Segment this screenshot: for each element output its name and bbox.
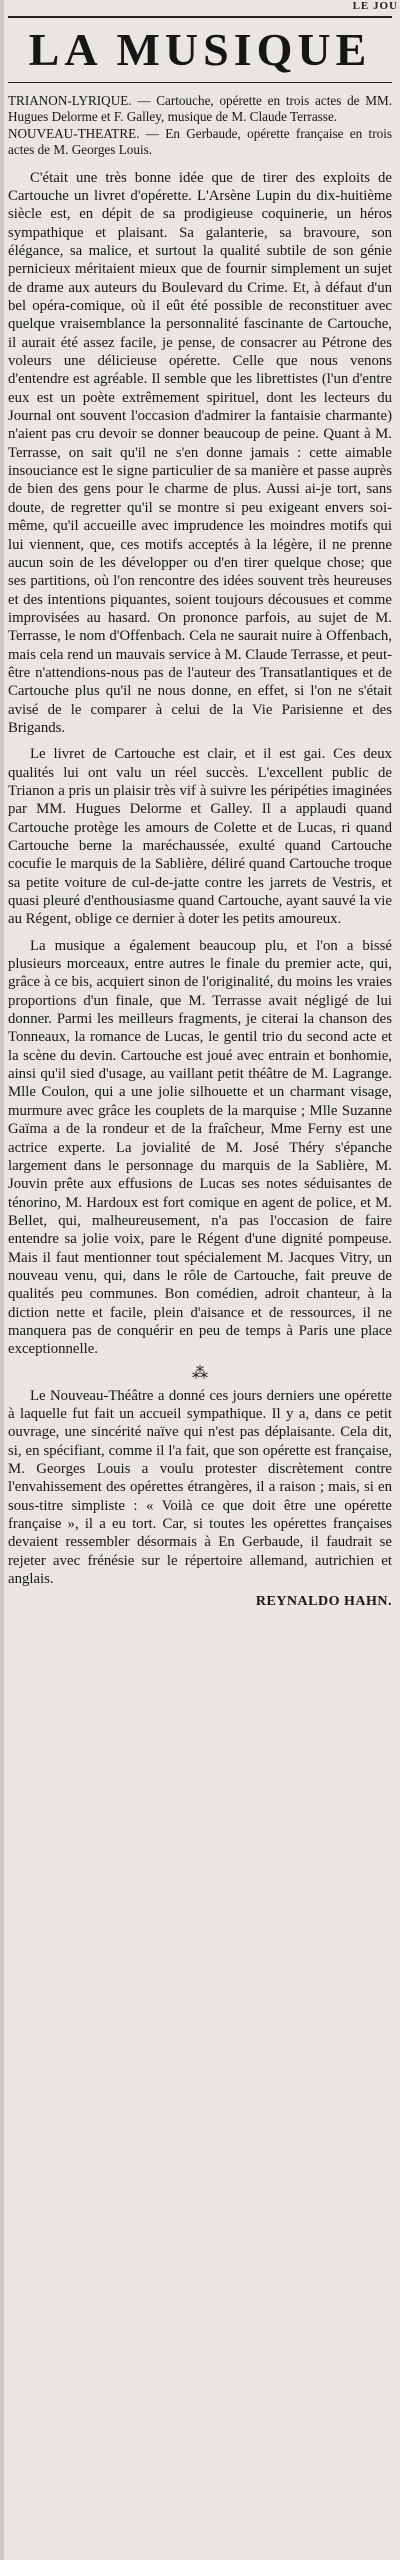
listing-venue: NOUVEAU-THEATRE. bbox=[8, 125, 140, 141]
closing-paragraph: Le Nouveau-Théâtre a donné ces jours derniers une opérette à laquelle fut fait un accueil sympathique. Il y a, dans ce petit ouvrage, une sincérité naïve qui n'est pas déplaisante. Cela dit, si, en spécifiant, comme il l'a fait, que son opérette est française, M. Georges Louis a voulu protester discrètement contre l'envahissement des opérettes étrangères, il a raison ; mais, si en sous-titre simpliste : « Voilà ce que doit être une opérette française », il a eu tort. Car, si toutes les opérettes françaises devaient ressembler désormais à En Gerbaude, il faudrait se rejeter avec frénésie sur le répertoire allemand, autrichien et anglais. bbox=[8, 1387, 392, 1588]
listing-trianon bbox=[8, 93, 392, 126]
newspaper-corner-title: LE JOU bbox=[352, 0, 398, 12]
performance-listings bbox=[8, 93, 392, 159]
section-title: LA MUSIQUE bbox=[28, 24, 372, 75]
section-separator: ⁂ bbox=[192, 1364, 208, 1382]
page-edge bbox=[0, 0, 4, 2560]
paragraph-gap bbox=[8, 737, 392, 745]
listing-text: — En Gerbaude, opérette française en trois actes de M. Georges Louis. bbox=[8, 125, 392, 158]
author-signature: REYNALDO HAHN. bbox=[255, 1594, 392, 1610]
paragraph-3: La musique a également beaucoup plu, et l'on a bissé plusieurs morceaux, entre autres le finale du premier acte, qui, grâce à ce bis, acquiert sinon de l'originalité, du moins les vraies proportions d'un finale, que M. Terrasse avait négligé de lui donner. Parmi les meilleurs fragments, je citerai la chanson des Tonneaux, la romance de Lucas, le gentil trio du second acte et la scène du devin. Cartouche est joué avec entrain et bonhomie, ainsi qu'il sied d'usage, au vaillant petit théâtre de M. Lagrange. Mlle Coulon, qui a une jolie silhouette et un charmant visage, murmure avec grâce les couplets de la marquise ; Mlle Suzanne Gaïma a de la rondeur et de la fraîcheur, Mme Ferny est une actrice experte. La jovialité de M. José Théry s'épanche largement dans le personnage du marquis de la Sablière, M. Jouvin prête aux effusions de Lucas ses notes séduisantes de ténorino, M. Hardoux est fort comique en agent de police, et M. Bellet, qui, malheureusement, n'a pas l'occasion de faire entendre sa jolie voix, pare le Régent d'une dignité pompeuse. Mais il faut mentionner tout spécialement M. Jacques Vitry, un nouveau venu, qui, dans le rôle de Cartouche, fait preuve de qualités peu communes. Bon comédien, adroit chanteur, à la diction nette et facile, plein d'aisance et de ressources, il ne manquera pas de conquérir en peu de temps à Paris une place exceptionnelle. bbox=[8, 937, 392, 1358]
review-body bbox=[8, 169, 392, 1589]
masthead bbox=[8, 16, 392, 83]
paragraph-gap bbox=[8, 929, 392, 937]
paragraph-1: C'était une très bonne idée que de tirer des exploits de Cartouche un livret d'opérette. L'Arsène Lupin du dix-huitième siècle est, en dépit de sa prodigieuse coquinerie, un héros sympathique et plaisant. Sa galanterie, sa bravoure, son élégance, sa malice, et surtout la qualité subtile de son génie pernicieux méritaient mieux que de fournir simplement un sujet de drame aux auteurs du Boulevard du Crime. Et, à défaut d'un bel opéra-comique, où il eût été possible de reconstituer avec quelque vraisemblance la personnalité fascinante de Cartouche, il aurait été assez facile, je pense, de consacrer au Pétrone des voleurs une délicieuse opérette. Celle que nous venons d'entendre est agréable. Il semble que les librettistes (l'un d'entre eux est un poète extrêmement spirituel, dont les lecteurs du Journal ont souvent l'occasion d'admirer la fantaisie charmante) n'aient pas cru devoir se donner beaucoup de peine. Quant à M. Terrasse, on sait qu'il ne s'en donne jamais : cette aimable insouciance est le signe particulier de sa manière et passe auprès de bien des gens pour le charme de plus. Aussi ai-je tort, sans doute, de regretter qu'il se montre si peu exigeant envers soi-même, qu'il accueille avec imprudence les moindres motifs qui lui viennent, que, ces motifs acceptés à la légère, il ne prenne aucun soin de les développer ou d'en tirer quelque chose; que ses partitions, où l'on rencontre des idées souvent très heureuses et des intentions piquantes, soient toujours décousues et comme improvisées au hasard. On prononce parfois, au sujet de M. Terrasse, le nom d'Offenbach. Cela ne saurait nuire à Offenbach, mais cela rend un mauvais service à M. Claude Terrasse, et peut-être n'attendions-nous pas de l'auteur des Transatlantiques et de Cartouche plus qu'il ne nous donne, en effet, si l'on ne s'était avisé de le comparer à celui de la Vie Parisienne et des Brigands. bbox=[8, 169, 392, 736]
listing-text: — Cartouche, opérette en trois actes de MM. Hugues Delorme et F. Galley, musique de M. Claude Terrasse. bbox=[8, 93, 392, 125]
paragraph-2: Le livret de Cartouche est clair, et il est gai. Ces deux qualités lui ont valu un réel succès. L'excellent public de Trianon a pris un plaisir très vif à suivre les péripéties imaginées par MM. Hugues Delorme et Galley. Il a applaudi quand Cartouche protège les amours de Colette et de Lucas, ri quand Cartouche berne la maréchaussée, exulté quand Cartouche cocufie le marquis de la Sablière, déliré quand Cartouche troque sa petite voiture de cul-de-jatte contre les jarrets de Vestris, et quasi pleuré d'enthousiasme quand Cartouche, ayant sauvé la vie au Régent, oblige ce dernier à doter les petits amoureux. bbox=[8, 746, 392, 928]
listing-venue: TRIANON-LYRIQUE. bbox=[8, 93, 132, 108]
listing-nouveau-theatre bbox=[8, 126, 392, 159]
article-column bbox=[8, 16, 392, 2552]
